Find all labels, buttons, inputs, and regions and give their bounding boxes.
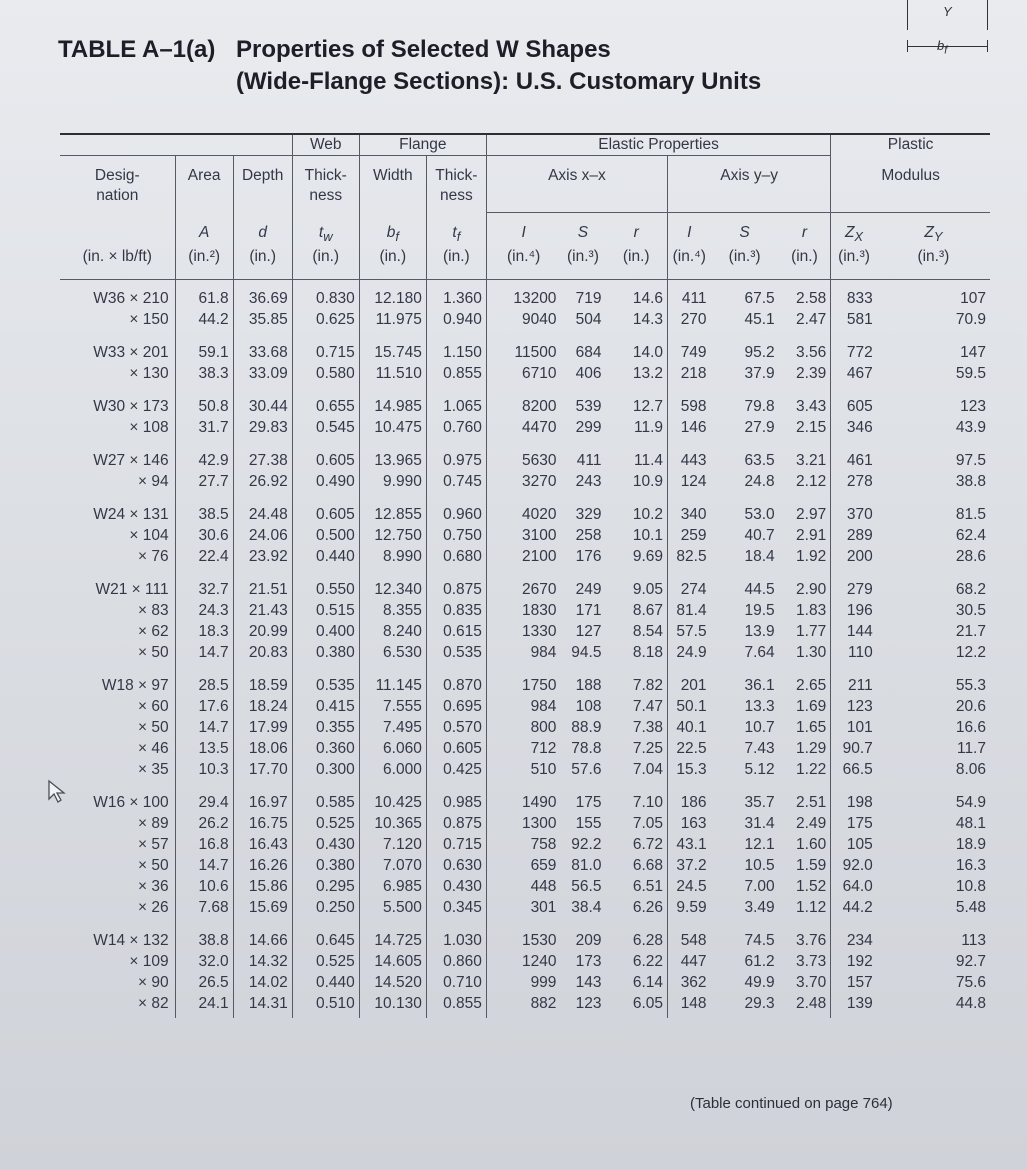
cell-tf: 1.360 0.940 (426, 280, 486, 335)
cell-ry: 3.76 3.73 3.70 2.48 (796, 932, 827, 1013)
header-area: Area (175, 156, 233, 213)
cell-rx: 9.05 8.67 8.54 8.18 (632, 581, 664, 662)
cell-d: 27.38 26.92 (233, 442, 292, 496)
cell-bf: 14.725 14.605 14.520 10.130 (359, 922, 426, 1018)
header-modulus: Modulus (831, 156, 990, 213)
sym-d: d (233, 213, 292, 248)
cell-Iy: 340 259 82.5 (668, 496, 711, 571)
table-row (60, 442, 990, 496)
cell-Iy: 186 163 43.1 37.2 24.5 9.59 (668, 784, 711, 922)
header-web-thickness: Thick- ness (292, 156, 359, 213)
cell-tf: 0.875 0.835 0.615 0.535 (426, 571, 486, 667)
continuation-note: (Table continued on page 764) (690, 1095, 893, 1112)
cell-A: 50.8 31.7 (175, 388, 233, 442)
cell-A: 32.7 24.3 18.3 14.7 (175, 571, 233, 667)
header-flange: Flange (359, 134, 486, 156)
cell-rx: 7.82 7.47 7.38 7.25 7.04 (632, 677, 664, 779)
table-row (60, 388, 990, 442)
table-row (60, 667, 990, 784)
cell-Sx: 684 406 (575, 344, 602, 383)
cell-d: 14.66 14.32 14.02 14.31 (233, 922, 292, 1018)
cell-Ix: 13200 9040 (486, 280, 560, 335)
cell-rx: 10.2 10.1 9.69 (632, 506, 664, 566)
cell-tw: 0.830 0.625 (292, 280, 359, 335)
cell-ry: 2.51 2.49 1.60 1.59 1.52 1.12 (796, 794, 827, 917)
header-flange-thickness: Thick- ness (426, 156, 486, 213)
cell-tf: 0.985 0.875 0.715 0.630 0.430 0.345 (426, 784, 486, 922)
cell-Zx: 279 196 144 110 (831, 571, 877, 667)
cell-Zx: 772 467 (831, 334, 877, 388)
unit-Zy: (in.³) (877, 247, 990, 280)
cell-Iy: 443 124 (668, 442, 711, 496)
unit-ry: (in.) (779, 247, 831, 280)
cell-Zx: 234 192 157 139 (831, 922, 877, 1018)
header-depth: Depth (233, 156, 292, 213)
cell-Zx: 211 123 101 90.7 66.5 (831, 667, 877, 784)
table-row (60, 922, 990, 1018)
cell-d: 36.69 35.85 (233, 280, 292, 335)
cell-designation: W21 × 111 × 83 × 62 × 50 (95, 581, 169, 662)
cell-ry: 2.65 1.69 1.65 1.29 1.22 (796, 677, 827, 779)
cell-Ix: 8200 4470 (486, 388, 560, 442)
cell-Sx: 329 258 176 (575, 506, 602, 566)
cell-ry: 2.97 2.91 1.92 (796, 506, 827, 566)
cell-rx: 11.4 10.9 (632, 452, 664, 491)
cell-Ix: 11500 6710 (486, 334, 560, 388)
cell-tf: 1.030 0.860 0.710 0.855 (426, 922, 486, 1018)
cell-bf: 15.745 11.510 (359, 334, 426, 388)
unit-tw: (in.) (292, 247, 359, 280)
figure-dim-tick-right (987, 40, 988, 52)
header-flange-width: Width (359, 156, 426, 213)
header-designation: Desig- nation (94, 167, 140, 204)
cell-d: 24.48 24.06 23.92 (233, 496, 292, 571)
cell-A: 61.8 44.2 (175, 280, 233, 335)
cell-bf: 10.425 10.365 7.120 7.070 6.985 5.500 (359, 784, 426, 922)
cell-Sy: 53.0 40.7 18.4 (744, 506, 775, 566)
cell-rx: 7.10 7.05 6.72 6.68 6.51 6.26 (632, 794, 664, 917)
unit-rx: (in.) (605, 247, 667, 280)
cell-tw: 0.605 0.500 0.440 (292, 496, 359, 571)
cell-A: 29.4 26.2 16.8 14.7 10.6 7.68 (175, 784, 233, 922)
cell-Zx: 198 175 105 92.0 64.0 44.2 (831, 784, 877, 922)
cell-Zy: 113 92.7 75.6 44.8 (955, 932, 986, 1013)
cell-tf: 1.065 0.760 (426, 388, 486, 442)
cell-Iy: 274 81.4 57.5 24.9 (668, 571, 711, 667)
cell-ry: 3.56 2.39 (796, 344, 827, 383)
cell-designation: W30 × 173 × 108 (93, 398, 169, 437)
cell-tw: 0.585 0.525 0.430 0.380 0.295 0.250 (292, 784, 359, 922)
sym-tw: $t_w$ (292, 213, 359, 248)
cell-Iy: 201 50.1 40.1 22.5 15.3 (668, 667, 711, 784)
unit-tf: (in.) (426, 247, 486, 280)
mouse-cursor-icon (47, 779, 67, 805)
cell-Zy: 54.9 48.1 18.9 16.3 10.8 5.48 (955, 794, 986, 917)
cell-ry: 3.21 2.12 (796, 452, 827, 491)
cell-rx: 6.28 6.22 6.14 6.05 (632, 932, 664, 1013)
unit-A: (in.²) (175, 247, 233, 280)
cell-Zx: 370 289 200 (831, 496, 877, 571)
cell-Ix: 5630 3270 (486, 442, 560, 496)
cell-designation: W33 × 201 × 130 (93, 344, 169, 383)
cell-tw: 0.535 0.415 0.355 0.360 0.300 (292, 667, 359, 784)
table-title (58, 34, 761, 98)
cell-designation: W27 × 146 × 94 (93, 452, 169, 491)
cell-Zy: 97.5 38.8 (955, 452, 986, 491)
unit-Iy: (in.⁴) (668, 247, 711, 280)
cell-d: 30.44 29.83 (233, 388, 292, 442)
cell-bf: 12.180 11.975 (359, 280, 426, 335)
cell-designation: W18 × 97 × 60 × 50 × 46 × 35 (101, 677, 169, 779)
cell-Sy: 44.5 19.5 13.9 7.64 (744, 581, 775, 662)
header-plastic: Plastic (831, 134, 990, 156)
sym-Sx: S (577, 224, 589, 241)
cell-bf: 13.965 9.990 (359, 442, 426, 496)
cell-A: 28.5 17.6 14.7 13.5 10.3 (175, 667, 233, 784)
table-row (60, 784, 990, 922)
cell-Sy: 79.8 27.9 (744, 398, 775, 437)
header-elastic: Elastic Properties (486, 134, 830, 156)
cell-Sy: 35.7 31.4 12.1 10.5 7.00 3.49 (744, 794, 775, 917)
cell-Iy: 598 146 (668, 388, 711, 442)
cell-bf: 12.340 8.355 8.240 6.530 (359, 571, 426, 667)
cell-tw: 0.605 0.490 (292, 442, 359, 496)
sym-Zy: $Z_Y$ (924, 224, 943, 245)
cell-designation: W16 × 100 × 89 × 57 × 50 × 36 × 26 (93, 794, 169, 917)
cell-tw: 0.645 0.525 0.440 0.510 (292, 922, 359, 1018)
cell-d: 33.68 33.09 (233, 334, 292, 388)
unit-bf: (in.) (359, 247, 426, 280)
unit-Ix: (in.⁴) (486, 247, 560, 280)
cell-Ix: 2670 1830 1330 984 (486, 571, 560, 667)
sym-rx: r (633, 224, 639, 241)
cell-Zx: 605 346 (831, 388, 877, 442)
cell-tf: 1.150 0.855 (426, 334, 486, 388)
table-row (60, 280, 990, 335)
cell-bf: 11.145 7.555 7.495 6.060 6.000 (359, 667, 426, 784)
cell-rx: 14.6 14.3 (632, 290, 664, 329)
figure-y-axis-label: Y (943, 4, 952, 19)
unit-d: (in.) (233, 247, 292, 280)
table-number: TABLE A–1(a) (58, 36, 216, 63)
cell-Iy: 548 447 362 148 (668, 922, 711, 1018)
cell-tf: 0.960 0.750 0.680 (426, 496, 486, 571)
cell-Zy: 107 70.9 (955, 290, 986, 329)
cell-A: 38.5 30.6 22.4 (175, 496, 233, 571)
cell-Ix: 1490 1300 758 659 448 301 (486, 784, 560, 922)
table-row (60, 334, 990, 388)
cell-Sx: 175 155 92.2 81.0 56.5 38.4 (571, 794, 602, 917)
w-shapes-table (60, 133, 990, 1018)
cell-Sx: 719 504 (575, 290, 602, 329)
cell-tw: 0.715 0.580 (292, 334, 359, 388)
sym-Iy: I (668, 213, 711, 248)
cell-A: 59.1 38.3 (175, 334, 233, 388)
cell-rx: 14.0 13.2 (632, 344, 664, 383)
cell-rx: 12.7 11.9 (632, 398, 664, 437)
figure-flange-right (987, 0, 988, 30)
cell-d: 16.97 16.75 16.43 16.26 15.86 15.69 (233, 784, 292, 922)
cell-designation: W24 × 131 × 104 × 76 (93, 506, 169, 566)
cell-Ix: 4020 3100 2100 (486, 496, 560, 571)
sym-Zx: $Z_X$ (831, 213, 877, 248)
unit-Zx: (in.³) (831, 247, 877, 280)
cell-A: 42.9 27.7 (175, 442, 233, 496)
cell-Sy: 36.1 13.3 10.7 7.43 5.12 (744, 677, 775, 779)
cell-A: 38.8 32.0 26.5 24.1 (175, 922, 233, 1018)
cell-Zy: 123 43.9 (955, 398, 986, 437)
sym-ry: r (801, 224, 807, 241)
cell-tf: 0.870 0.695 0.570 0.605 0.425 (426, 667, 486, 784)
cell-Sy: 74.5 61.2 49.9 29.3 (744, 932, 775, 1013)
cell-Sx: 188 108 88.9 78.8 57.6 (571, 677, 602, 779)
sym-Ix: I (486, 213, 560, 248)
sym-A: A (175, 213, 233, 248)
cell-ry: 2.90 1.83 1.77 1.30 (796, 581, 827, 662)
cell-ry: 2.58 2.47 (796, 290, 827, 329)
unit-Sy: (in.³) (711, 247, 779, 280)
unit-designation: (in. × lb/ft) (60, 247, 175, 280)
cell-Zy: 147 59.5 (955, 344, 986, 383)
section-figure (893, 0, 993, 60)
table-row (60, 571, 990, 667)
cell-d: 18.59 18.24 17.99 18.06 17.70 (233, 667, 292, 784)
cell-Sx: 249 171 127 94.5 (571, 581, 602, 662)
cell-designation: W36 × 210 × 150 (93, 290, 169, 329)
cell-Sx: 539 299 (575, 398, 602, 437)
cell-Sx: 209 173 143 123 (575, 932, 602, 1013)
sym-Sy: S (739, 224, 750, 241)
sym-tf: $t_f$ (426, 213, 486, 248)
cell-Sy: 95.2 37.9 (744, 344, 775, 383)
cell-Sy: 63.5 24.8 (744, 452, 775, 491)
cell-tw: 0.655 0.545 (292, 388, 359, 442)
cell-bf: 12.855 12.750 8.990 (359, 496, 426, 571)
cell-Zx: 833 581 (831, 280, 877, 335)
cell-Zy: 68.2 30.5 21.7 12.2 (955, 581, 986, 662)
sym-bf: $b_f$ (359, 213, 426, 248)
cell-Sx: 411 243 (575, 452, 602, 491)
table-row (60, 496, 990, 571)
header-axis-x: Axis x–x (486, 156, 667, 213)
table-title-line1: Properties of Selected W Shapes (236, 36, 611, 63)
cell-Zy: 55.3 20.6 16.6 11.7 8.06 (955, 677, 986, 779)
cell-Sy: 67.5 45.1 (744, 290, 775, 329)
cell-Iy: 749 218 (668, 334, 711, 388)
cell-designation: W14 × 132 × 109 × 90 × 82 (93, 932, 169, 1013)
cell-bf: 14.985 10.475 (359, 388, 426, 442)
cell-Zx: 461 278 (831, 442, 877, 496)
cell-tf: 0.975 0.745 (426, 442, 486, 496)
cell-Iy: 411 270 (668, 280, 711, 335)
cell-tw: 0.550 0.515 0.400 0.380 (292, 571, 359, 667)
cell-ry: 3.43 2.15 (796, 398, 827, 437)
cell-Zy: 81.5 62.4 28.6 (955, 506, 986, 566)
cell-d: 21.51 21.43 20.99 20.83 (233, 571, 292, 667)
table-body (60, 280, 990, 1019)
unit-Sx: (in.³) (560, 247, 605, 280)
figure-dim-label: $b_f$ (937, 38, 948, 57)
header-axis-y: Axis y–y (668, 156, 831, 213)
figure-flange-left (907, 0, 908, 30)
cell-Ix: 1750 984 800 712 510 (486, 667, 560, 784)
cell-Ix: 1530 1240 999 882 (486, 922, 560, 1018)
header-web: Web (292, 134, 359, 156)
table-title-line2: (Wide-Flange Sections): U.S. Customary Units (236, 68, 762, 95)
